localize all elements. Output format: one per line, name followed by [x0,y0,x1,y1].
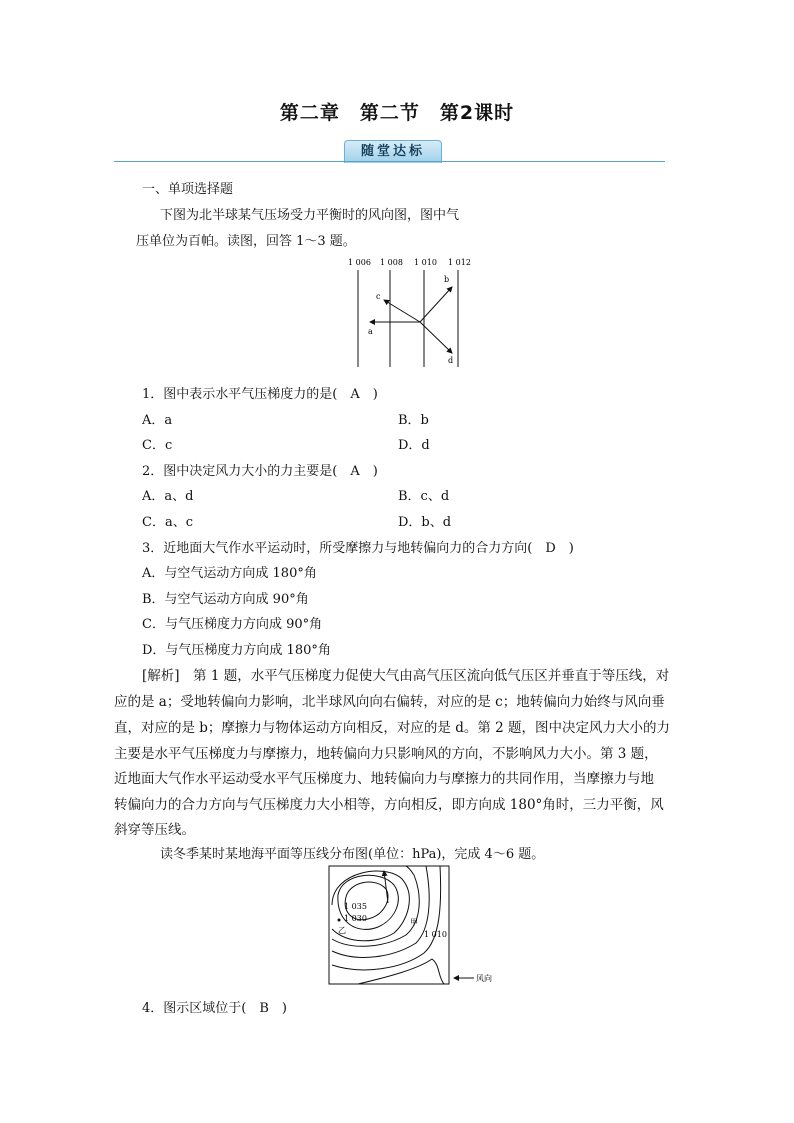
question-2-option[interactable]: C．a、c [142,515,193,530]
vector-c [384,300,420,322]
question-2-option[interactable]: D．b、d [398,515,452,530]
vector-label-c: c [376,292,381,301]
section-badge: 随堂达标 [344,140,442,163]
question-3-option[interactable]: B．与空气运动方向成 90°角 [142,592,309,607]
point-jia-label: 甲 [410,918,418,927]
question-4-stem: 4．图示区域位于( B ) [142,1001,287,1016]
intro-line-2: 压单位为百帕。读图，回答 1～3 题。 [136,234,356,249]
analysis-line: 应的是 a；受地转偏向力影响，北半球风向向右偏转，对应的是 c；地转偏向力始终与风向垂 [114,694,665,710]
question-3-option[interactable]: D．与气压梯度力方向成 180°角 [142,643,331,658]
isobar-label: 1 030 [344,914,367,923]
header-divider [114,161,665,162]
figure-wind-forces [340,255,480,370]
question-2-option[interactable]: B．c、d [398,489,450,504]
isobar-label: 1 008 [380,258,403,267]
question-3-option[interactable]: A．与空气运动方向成 180°角 [142,566,317,581]
isobar-label: 1 010 [424,930,447,939]
question-3-option[interactable]: C．与气压梯度力方向成 90°角 [142,617,323,632]
vector-label-d: d [448,356,454,365]
question-2-option[interactable]: A．a、d [142,489,194,504]
analysis-line: 直，对应的是 b；摩擦力与物体运动方向相反，对应的是 d。第 2 题，图中决定风力大小的力 [114,720,671,736]
point-yi-label: 乙 [338,926,346,935]
analysis-line: [解析] 第 1 题，水平气压梯度力促使大气由高气压区流向低气压区并垂直于等压线，对 [142,668,670,684]
question-2-stem: 2．图中决定风力大小的力主要是( A ) [142,464,378,479]
isobar-label: 1 012 [448,258,471,267]
question-3-stem: 3．近地面大气作水平运动时，所受摩擦力与地转偏向力的合力方向( D ) [142,541,574,556]
analysis-line: 转偏向力的合力方向与气压梯度力大小相等，方向相反，即方向成 180°角时，三力平衡，风 [114,797,664,813]
intro-line-1: 下图为北半球某气压场受力平衡时的风向图，图中气 [160,208,460,223]
question-1-option[interactable]: A．a [142,413,173,428]
figure-isobar-map [328,865,498,987]
analysis-line: 近地面大气作水平运动受水平气压梯度力、地转偏向力与摩擦力的共同作用，当摩擦力与地 [114,771,654,787]
question-1-stem: 1．图中表示水平气压梯度力的是( A ) [142,387,378,402]
intro-2: 读冬季某时某地海平面等压线分布图(单位：hPa)，完成 4～6 题。 [160,847,545,862]
page-title: 第二章 第二节 第2课时 [279,102,515,124]
vector-label-a: a [368,327,373,336]
vector-b [420,287,452,322]
question-1-option[interactable]: C．c [142,438,173,453]
isobar-label: 1 006 [348,258,371,267]
analysis-line: 斜穿等压线。 [114,822,195,838]
vector-d [420,322,452,353]
question-1-option[interactable]: B．b [398,413,429,428]
analysis-line: 主要是水平气压梯度力与摩擦力，地转偏向力只影响风的方向，不影响风力大小。第 3 题， [114,746,658,762]
isobar-label: 1 035 [344,902,367,911]
vector-label-b: b [444,275,450,284]
isobar-label: 1 010 [414,258,437,267]
question-1-option[interactable]: D．d [398,438,430,453]
section-heading: 一、单项选择题 [142,182,234,197]
point-yi-dot [338,919,341,922]
wind-direction-label: 风向 [476,974,492,983]
